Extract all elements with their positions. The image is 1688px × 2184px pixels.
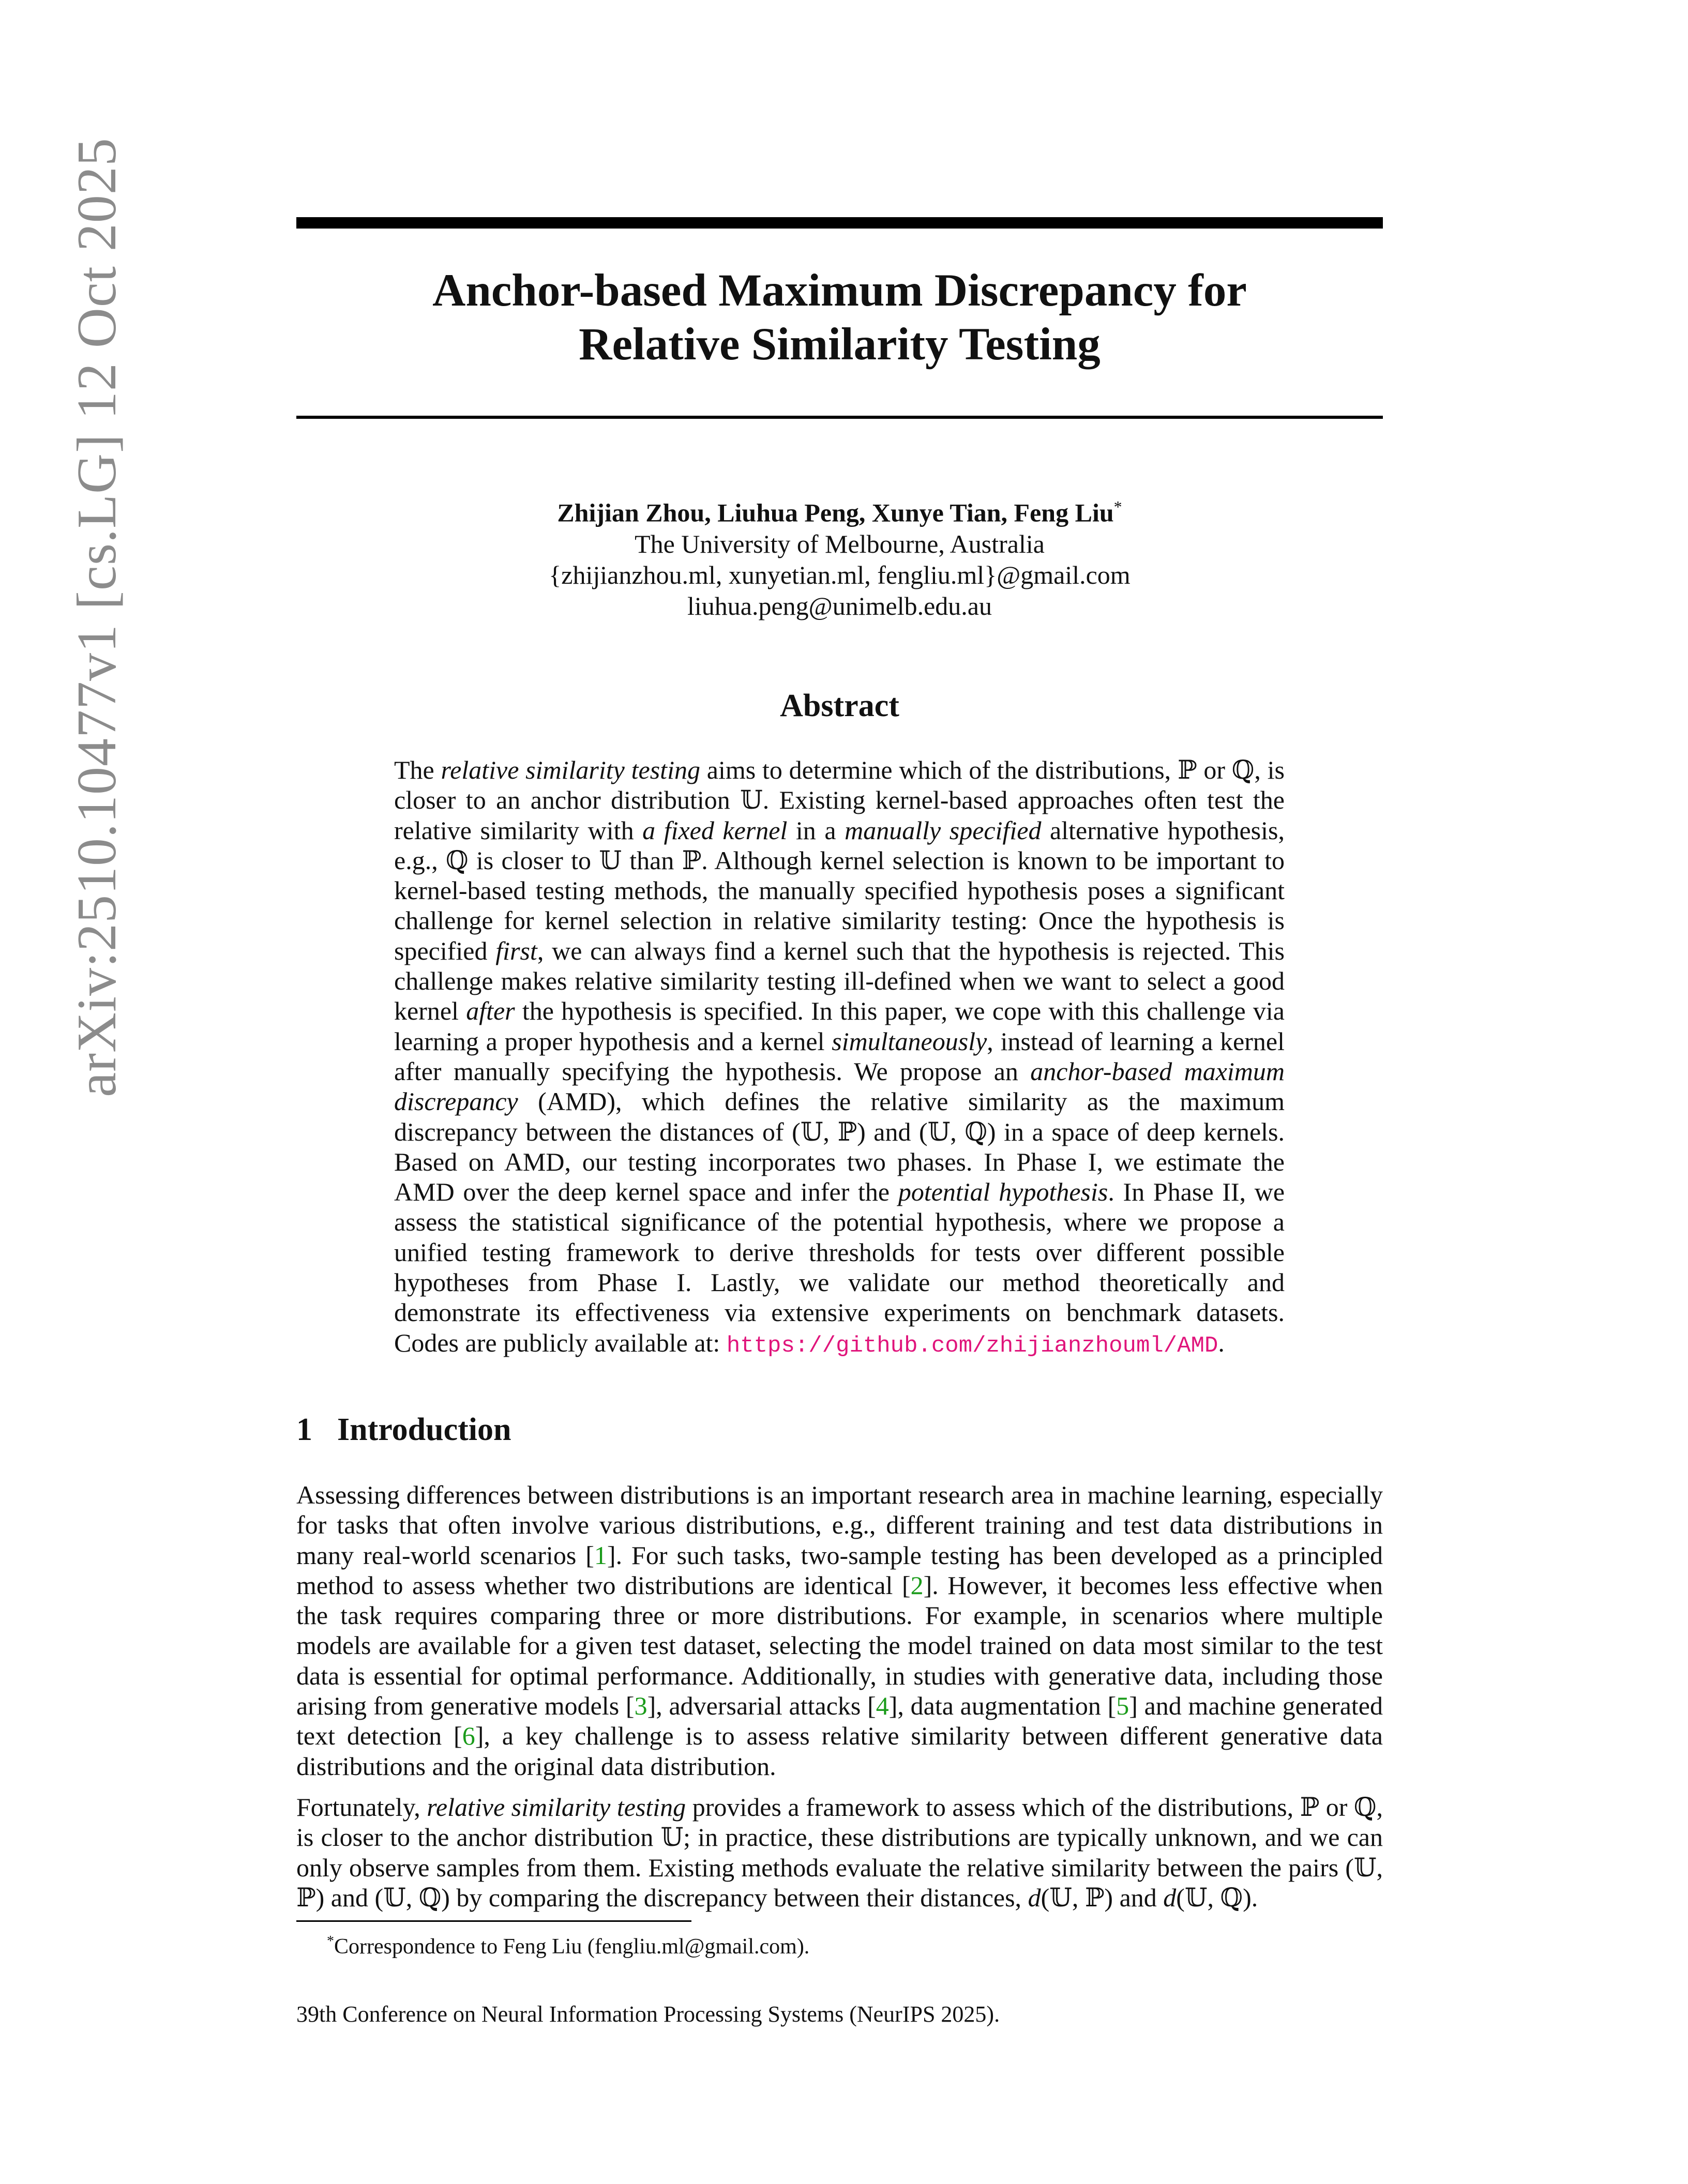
intro-paragraph-1 <box>296 1480 1383 1781</box>
paragraph-text: ]. For such tasks, two-sample testing has been developed as a principled method to assess whether two distributions are identical [ <box>296 1540 1383 1600</box>
paragraph-text: Fortunately, <box>296 1793 427 1822</box>
author-emails: {zhijianzhou.ml, xunyetian.ml, fengliu.ml}@gmail.com <box>549 560 1131 589</box>
footnote <box>327 1929 809 1960</box>
abstract-emphasis: simultaneously <box>832 1026 987 1056</box>
math-symbol: d <box>1163 1883 1177 1912</box>
title-bottom-rule <box>296 416 1383 419</box>
venue-line: 39th Conference on Neural Information Processing Systems (NeurIPS 2025). <box>296 2001 1000 2027</box>
abstract-emphasis: relative similarity testing <box>441 755 700 784</box>
abstract-emphasis: anchor-based maximum discrepancy <box>394 1056 1285 1116</box>
title-line-2: Relative Similarity Testing <box>579 319 1101 370</box>
abstract-text: , we can always find a kernel such that the hypothesis is rejected. This challenge makes relative similarity testing ill-defined when we want to select a good kernel <box>394 936 1285 1026</box>
abstract-text: the hypothesis is specified. In this paper, we cope with this challenge via learning a proper hypothesis and a kernel <box>394 996 1285 1056</box>
abstract-emphasis: potential hypothesis <box>898 1177 1108 1207</box>
abstract-text: . In Phase II, we assess the statistical significance of the potential hypothesis, where we propose a unified testing framework to derive thresholds for tests over different possible hypotheses from Phase I. Lastly, we validate our method theoretically and demonstrate its effectiveness via extensive experiments on benchmark datasets. Codes are publicly available at: <box>394 1177 1285 1357</box>
citation-link[interactable]: 4 <box>876 1691 889 1721</box>
author-email-2: liuhua.peng@unimelb.edu.au <box>687 591 992 620</box>
title-top-rule <box>296 217 1383 229</box>
code-link[interactable]: https://github.com/zhijianzhouml/AMD <box>726 1332 1218 1359</box>
abstract-text: aims to determine which of the distributions, ℙ or ℚ, is closer to an anchor distribution 𝕌. Existing kernel-based approaches often test the relative similarity with <box>394 755 1285 845</box>
author-names-text: Zhijian Zhou, Liuhua Peng, Xunye Tian, Feng Liu <box>557 498 1114 527</box>
abstract-emphasis: first <box>495 936 537 965</box>
paper-title <box>296 264 1383 371</box>
paragraph-text: ], adversarial attacks [ <box>647 1691 876 1721</box>
abstract-text: . <box>1218 1328 1225 1357</box>
abstract-text: , instead of learning a kernel after manually specifying the hypothesis. We propose an <box>394 1026 1285 1086</box>
affiliation: The University of Melbourne, Australia <box>635 529 1045 558</box>
footnote-text: Correspondence to Feng Liu (fengliu.ml@gmail.com). <box>334 1935 810 1959</box>
paragraph-text: ] and machine generated text detection [ <box>296 1691 1383 1751</box>
title-line-1: Anchor-based Maximum Discrepancy for <box>432 265 1247 316</box>
footnote-mark: * <box>327 1933 334 1949</box>
intro-paragraph-2 <box>296 1792 1383 1913</box>
paragraph-emphasis: relative similarity testing <box>427 1793 686 1822</box>
section-number: 1 <box>296 1412 312 1447</box>
citation-link[interactable]: 1 <box>594 1540 607 1570</box>
paragraph-text: Assessing differences between distributions is an important research area in machine learning, especially for tasks that often involve various distributions, e.g., different training and test data distributions in many real-world scenarios [ <box>296 1480 1383 1570</box>
citation-link[interactable]: 3 <box>634 1691 647 1721</box>
paragraph-text: ]. However, it becomes less effective when the task requires comparing three or more distributions. For example, in scenarios where multiple models are available for a given test dataset, selecting the model trained on data most similar to the test data is essential for optimal performance. Additionally, in studies with generative data, including those arising from generative models [ <box>296 1570 1383 1721</box>
abstract-text: alternative hypothesis, e.g., ℚ is closer to 𝕌 than ℙ. Although kernel selection is known to be important to kernel-based testing methods, the manually specified hypothesis poses a significant challenge for kernel selection in relative similarity testing: Once the hypothesis is specified <box>394 815 1285 965</box>
paragraph-text: provides a framework to assess which of the distributions, ℙ or ℚ, is closer to the anchor distribution 𝕌; in practice, these distributions are typically unknown, and we can only observe samples from them. Existing methods evaluate the relative similarity between the pairs (𝕌, ℙ) and (𝕌, ℚ) by comparing the discrepancy between their distances, <box>296 1793 1383 1912</box>
author-names <box>296 491 1383 528</box>
paragraph-text: ], data augmentation [ <box>888 1691 1117 1721</box>
abstract-emphasis: manually specified <box>845 815 1042 845</box>
abstract-text: (AMD), which defines the relative similarity as the maximum discrepancy between the distances of (𝕌, ℙ) and (𝕌, ℚ) in a space of deep kernels. Based on AMD, our testing incorporates two phases. In Phase I, we estimate the AMD over the deep kernel space and infer the <box>394 1087 1285 1207</box>
abstract-body <box>394 755 1285 1361</box>
citation-link[interactable]: 6 <box>462 1721 475 1751</box>
paragraph-text: (𝕌, ℙ) and <box>1041 1883 1164 1912</box>
abstract-emphasis: a fixed kernel <box>642 815 788 845</box>
authors-block <box>296 491 1383 621</box>
math-symbol: d <box>1028 1883 1041 1912</box>
citation-link[interactable]: 2 <box>910 1570 924 1600</box>
arxiv-stamp: arXiv:2510.10477v1 [cs.LG] 12 Oct 2025 <box>66 138 128 1097</box>
corresponding-mark: * <box>1113 497 1122 516</box>
paragraph-text: ], a key challenge is to assess relative similarity between different generative data distributions and the original data distribution. <box>296 1721 1383 1781</box>
section-title: Introduction <box>337 1412 511 1447</box>
citation-link[interactable]: 5 <box>1116 1691 1129 1721</box>
paragraph-text: (𝕌, ℚ). <box>1176 1883 1258 1912</box>
footnote-rule <box>296 1920 691 1922</box>
abstract-text: The <box>394 755 441 784</box>
abstract-emphasis: after <box>466 996 515 1026</box>
section-heading-introduction <box>296 1412 511 1448</box>
abstract-text: in a <box>787 815 845 845</box>
abstract-heading: Abstract <box>780 688 899 723</box>
